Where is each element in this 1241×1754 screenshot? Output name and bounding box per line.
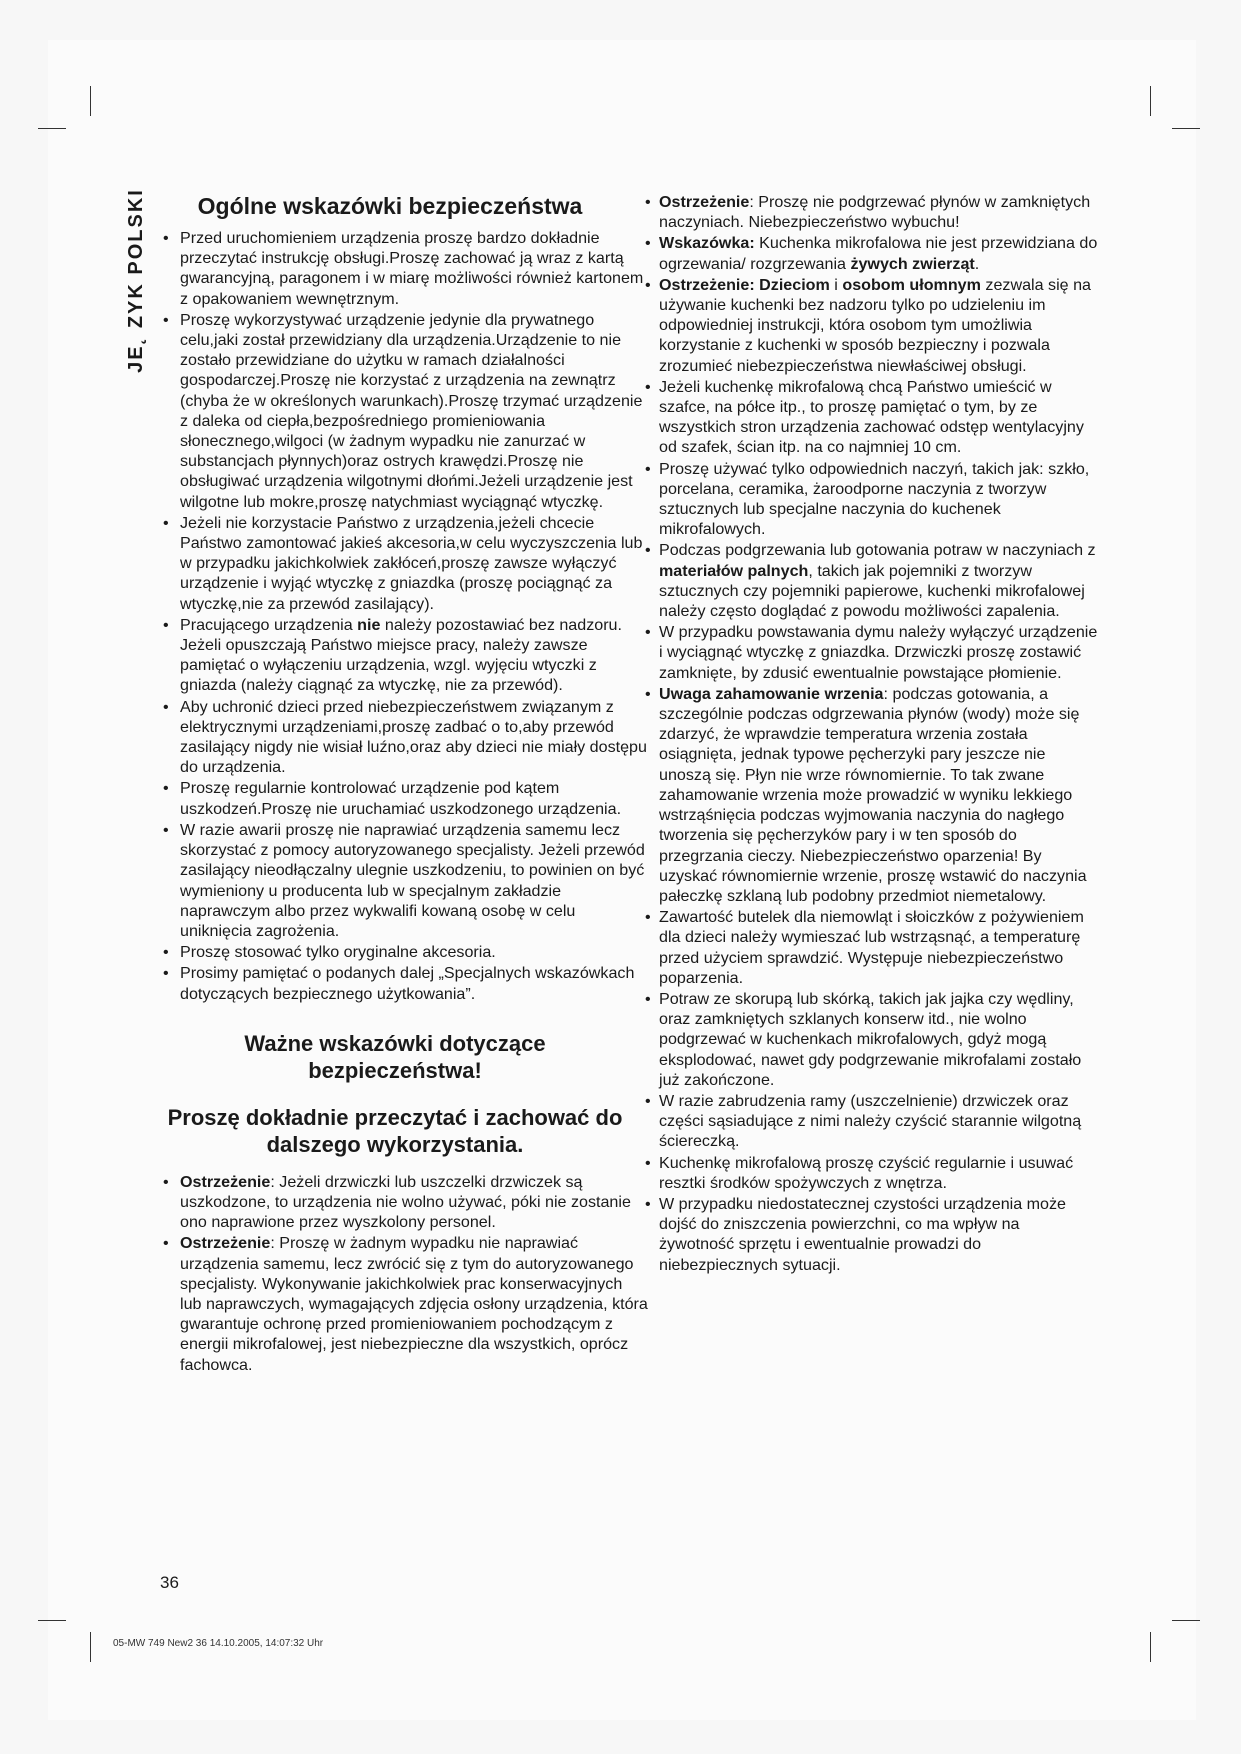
list-item xyxy=(160,615,648,696)
list-item: • Proszę stosować tylko oryginalne akcesoria. xyxy=(160,942,648,962)
item-text: i xyxy=(829,275,843,294)
safety-list xyxy=(160,228,648,1004)
crop-mark xyxy=(38,1620,66,1621)
crop-mark xyxy=(90,1632,91,1662)
item-text: zezwala się na używanie kuchenki bez nadzoru tylko po udzieleniu im odpowiedniej instrukcji, która osobom tym umożliwia korzystanie z kuchenki w sposób bezpieczny i pozwala zrozumieć niebezpieczeństwa niewłaściwej obsługi. xyxy=(659,275,1091,375)
list-item: • Proszę wykorzystywać urządzenie jedynie dla prywatnego celu,jaki został przewidziany dla urządzenia.Urządzenie to nie zostało przewidziane do użytku w ramach działalności gospodarczej.Proszę nie korzystać z urządzenia na zewnątrz (chyba że w określonych warunkach).Proszę trzymać urządzenie z daleka od ciepła,bezpośredniego promieniowania słonecznego,wilgoci (w żadnym wypadku nie zanurzać w substancjach płynnych)oraz ostrych krawędzi.Proszę nie obsługiwać urządzenia wilgotnymi dłońmi.Jeżeli urządzenie jest wilgotne lub mokre,proszę natychmiast wyciągnąć wtyczkę. xyxy=(160,310,648,512)
item-text: Kuchenka mikrofalowa nie jest przewidziana do ogrzewania/ rozgrzewania xyxy=(659,234,1098,273)
list-item: • Jeżeli kuchenkę mikrofalową chcą Państwo umieścić w szafce, na półce itp., to proszę pamiętać o tym, by ze wszystkich stron urządzenia zachować odstęp wentylacyjny od szafek, ścian itp. na co najmniej 10 cm. xyxy=(643,377,1098,458)
crop-mark xyxy=(90,86,91,116)
read-heading: Proszę dokładnie przeczytać i zachować do dalszego wykorzystania. xyxy=(167,1104,623,1157)
list-item: • Przed uruchomieniem urządzenia proszę bardzo dokładnie przeczytać instrukcję obsługi.Proszę zachować ją wraz z kartą gwarancyjną, paragonem i w miarę możliwości również kartonem z opakowaniem wewnętrznym. xyxy=(160,228,648,309)
item-text: . xyxy=(974,254,980,273)
warning-label: Ostrzeżenie xyxy=(659,193,750,211)
left-column xyxy=(160,192,648,1376)
item-bold: nie xyxy=(357,615,381,634)
item-text: , takich jak pojemniki z tworzyw sztucznych czy pojemniki papierowe, kuchenki mikrofalowej należy często doglądać z powodu możliwości zapalenia. xyxy=(659,561,1085,621)
list-item xyxy=(643,540,1098,621)
list-item: • Potraw ze skorupą lub skórką, takich jak jajka czy wędliny, oraz zamkniętych szklanych konserw itd., nie wolno podgrzewać w kuchenkach mikrofalowych, gdyż mogą eksplodować, nawet gdy podgrzewanie mikrofalami zostało już zakończone. xyxy=(643,989,1098,1090)
hint-label: Wskazówka: xyxy=(659,234,755,253)
list-item: • Proszę używać tylko odpowiednich naczyń, takich jak: szkło, porcelana, ceramika, żaroodporne naczynia z tworzyw sztucznych lub specjalne naczynia do kuchenek mikrofalowych. xyxy=(643,459,1098,540)
item-text: Podczas podgrzewania lub gotowania potraw w naczyniach z xyxy=(659,541,1096,560)
item-bold: osobom ułomnym xyxy=(842,275,981,294)
item-bold: żywych zwierząt xyxy=(850,254,975,273)
warning-label: Ostrzeżenie xyxy=(180,1234,271,1253)
list-item: • Zawartość butelek dla niemowląt i słoiczków z pożywieniem dla dzieci należy wymieszać lub wstrząsnąć, a temperaturę przed użyciem sprawdzić. Występuje niebezpieczeństwo poparzenia. xyxy=(643,907,1098,988)
warning-list xyxy=(160,1172,648,1375)
warning-label: Uwaga zahamowanie wrzenia xyxy=(659,684,884,703)
list-item xyxy=(160,1172,648,1233)
crop-mark xyxy=(1172,128,1200,129)
crop-mark xyxy=(1150,86,1151,116)
crop-mark xyxy=(1172,1620,1200,1621)
language-side-tab xyxy=(118,185,154,375)
page-number: 36 xyxy=(160,1573,179,1592)
item-text: Pracującego urządzenia xyxy=(180,615,358,634)
crop-mark xyxy=(38,128,66,129)
print-footer: 05-MW 749 New2 36 14.10.2005, 14:07:32 Uhr xyxy=(113,1638,324,1649)
list-item: • Kuchenkę mikrofalową proszę czyścić regularnie i usuwać resztki środków spożywczych z wnętrza. xyxy=(643,1153,1098,1193)
right-column xyxy=(643,192,1098,1276)
list-item xyxy=(643,192,1098,232)
list-item xyxy=(160,1233,648,1374)
list-item: • W przypadku powstawania dymu należy wyłączyć urządzenie i wyciągnąć wtyczkę z gniazdka. Drzwiczki proszę zostawić zamknięte, by zdusić ewentualnie powstające płomienie. xyxy=(643,622,1098,683)
list-item: • Prosimy pamiętać o podanych dalej „Specjalnych wskazówkach dotyczących bezpiecznego użytkowania”. xyxy=(160,963,648,1003)
language-label: JE˛ ZYK POLSKI xyxy=(124,187,147,373)
item-text: należy pozostawiać bez nadzoru. Jeżeli opuszczają Państwo miejsce pracy, należy zawsze pamiętać o wyłączeniu urządzenia, wzgl. wyjęciu wtyczki z gniazda (należy ciągnąć za wtyczkę, nie za przewód). xyxy=(180,615,622,695)
safety-list-right xyxy=(643,192,1098,1275)
list-item: • Proszę regularnie kontrolować urządzenie pod kątem uszkodzeń.Proszę nie uruchamiać uszkodzonego urządzenia. xyxy=(160,778,648,818)
item-text: : Proszę nie podgrzewać płynów w zamkniętych naczyniach. Niebezpieczeństwo wybuchu! xyxy=(659,193,1091,232)
item-bold: materiałów palnych xyxy=(659,561,809,580)
crop-mark xyxy=(1150,1632,1151,1662)
list-item: • Jeżeli nie korzystacie Państwo z urządzenia,jeżeli chcecie Państwo zamontować jakieś akcesoria,w celu wyczyszczenia lub w przypadku jakichkolwiek zakłóceń,proszę zawsze wyłączyć urządzenie i wyjąć wtyczkę z gniazdka (proszę pociągnąć za wtyczkę,nie za przewód zasilający). xyxy=(160,513,648,614)
list-item: • W razie awarii proszę nie naprawiać urządzenia samemu lecz skorzystać z pomocy autoryzowanego specjalisty. Jeżeli przewód zasilający nieodłączalny ulegnie uszkodzeniu, to powinien on być wymieniony u producenta lub w specjalnym zakładzie naprawczym albo przez wykwalifi kowaną osobę w celu uniknięcia zagrożenia. xyxy=(160,820,648,941)
list-item xyxy=(643,275,1098,376)
section-title: Ogólne wskazówki bezpieczeństwa xyxy=(197,193,583,219)
list-item: • W przypadku niedostatecznej czystości urządzenia może dojść do zniszczenia powierzchni, co ma wpływ na żywotność sprzętu i ewentualnie prowadzi do niebezpiecznych sytuacji. xyxy=(643,1194,1098,1275)
list-item xyxy=(643,684,1098,906)
list-item: • W razie zabrudzenia ramy (uszczelnienie) drzwiczek oraz części sąsiadujące z nimi należy czyścić starannie wilgotną ściereczką. xyxy=(643,1091,1098,1152)
warning-label: Ostrzeżenie: Dzieciom xyxy=(659,275,830,294)
item-text: : Proszę w żadnym wypadku nie naprawiać urządzenia samemu, lecz zwrócić się z tym do autoryzowanego specjalisty. Wykonywanie jakichkolwiek prac konserwacyjnych lub naprawczych, wymagających zdjęcia osłony urządzenia, która gwarantuje ochronę przed promieniowaniem pochodzącym z energii mikrofalowej, jest niebezpieczne dla wszystkich, oprócz fachowca. xyxy=(180,1234,648,1374)
list-item xyxy=(643,233,1098,273)
important-heading: Ważne wskazówki dotyczące bezpieczeństwa! xyxy=(244,1030,546,1083)
item-text: : podczas gotowania, a szczególnie podczas odgrzewania płynów (wody) może się zdarzyć, że wprawdzie temperatura wrzenia została osiągnięta, jednak typowe pęcherzyki pary jeszcze nie unoszą się. Płyn nie wrze równomiernie. To tak zwane zahamowanie wrzenia może prowadzić w wyniku lekkiego wstrząśnięcia podczas wyjmowania naczynia do nagłego tworzenia się pęcherzyków pary i w ten sposób do przegrzania cieczy. Niebezpieczeństwo oparzenia! By uzyskać równomiernie wrzenie, proszę wstawić do naczynia pałeczkę szklaną lub podobny przedmiot niemetalowy. xyxy=(659,684,1087,905)
list-item: • Aby uchronić dzieci przed niebezpieczeństwem związanym z elektrycznymi urządzeniami,proszę zadbać o to,aby przewód zasilający nigdy nie wisiał luźno,oraz aby dzieci nie miały dostępu do urządzenia. xyxy=(160,697,648,778)
item-text: : Jeżeli drzwiczki lub uszczelki drzwiczek są uszkodzone, to urządzenia nie wolno używać, póki nie zostanie ono naprawione przez wyszkolony personel. xyxy=(180,1172,631,1232)
warning-label: Ostrzeżenie xyxy=(180,1172,271,1191)
